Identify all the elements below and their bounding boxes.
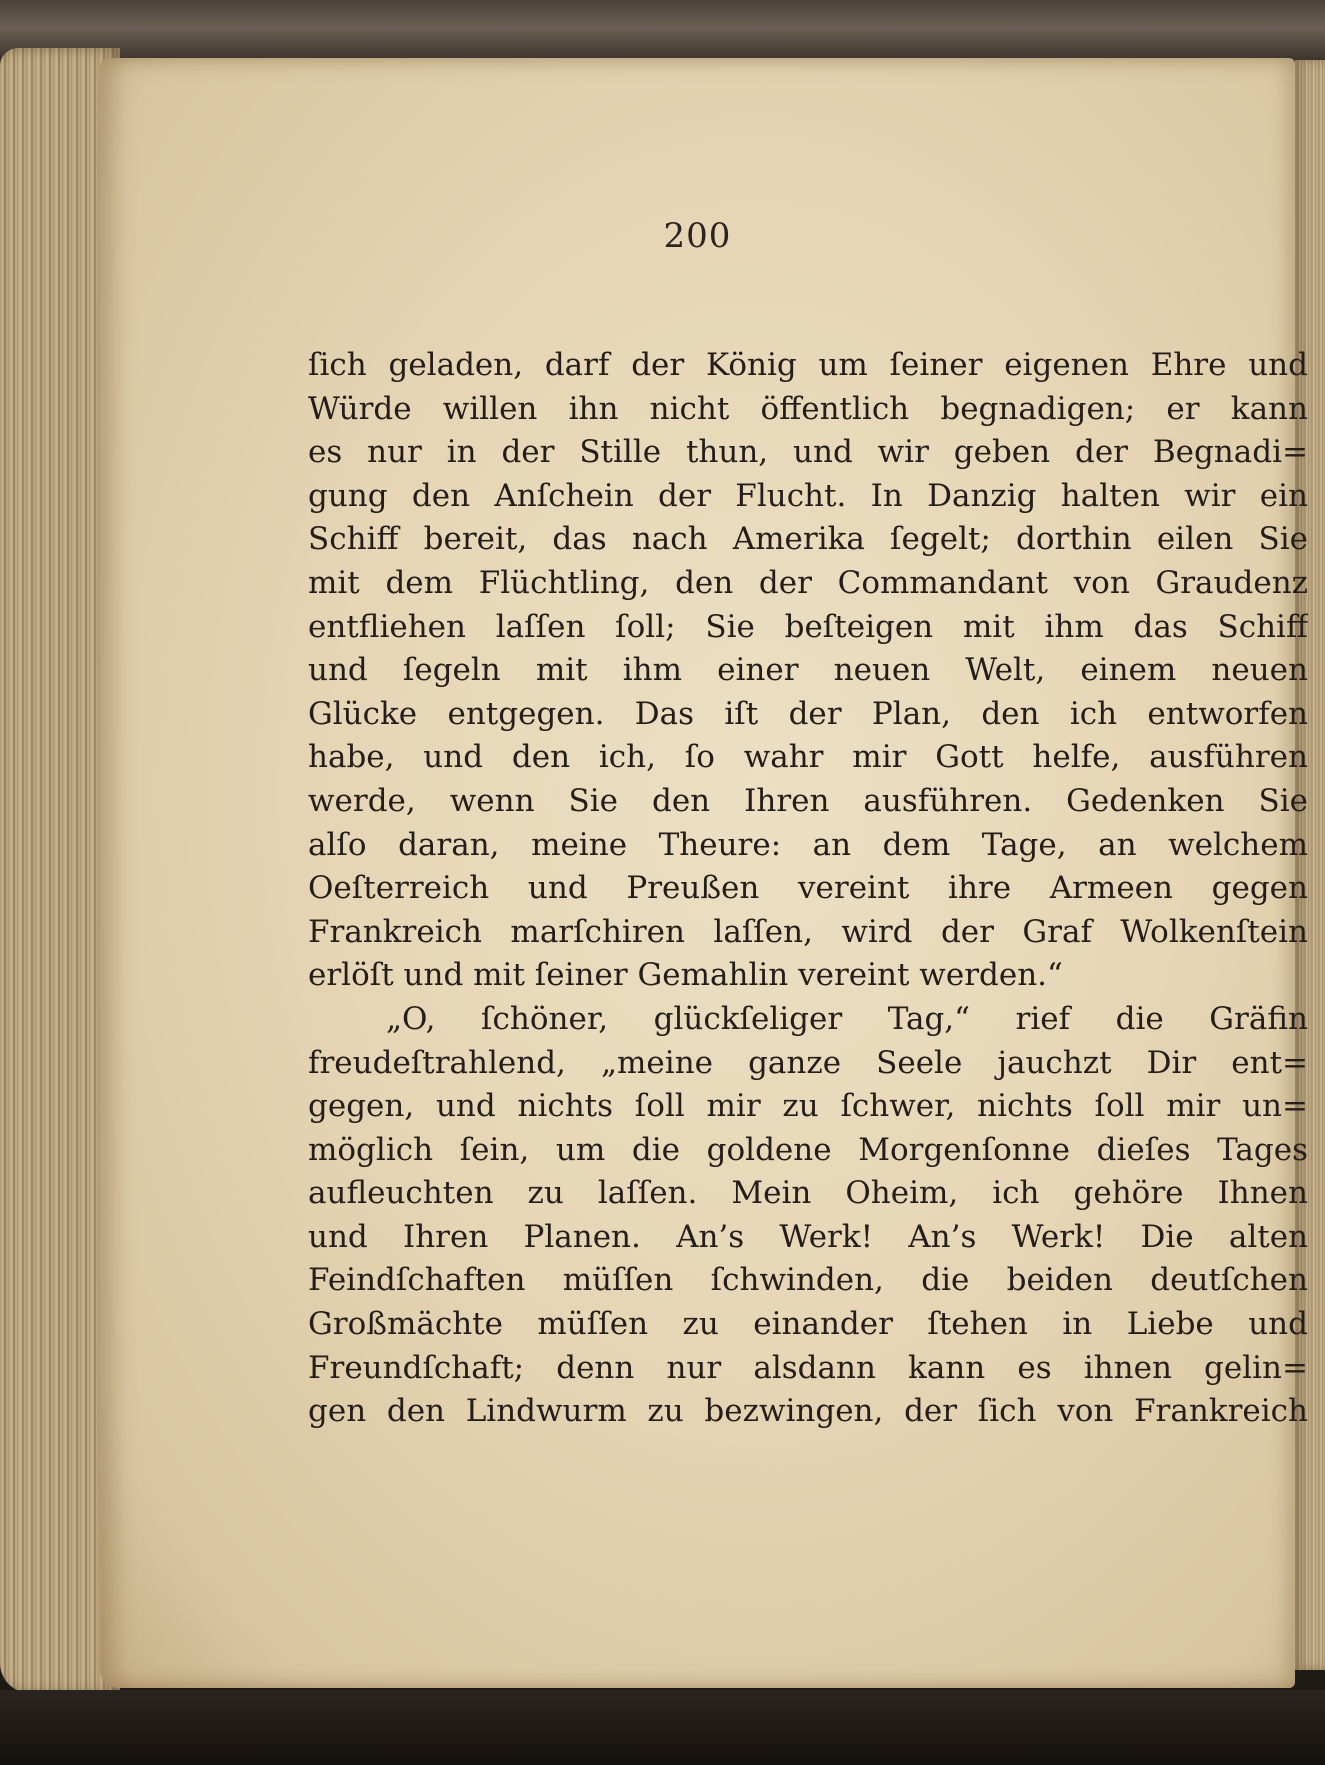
text-line: ſich geladen, darf der König um ſeiner eigenen Ehre und xyxy=(308,347,1308,383)
book-bottom-edge xyxy=(0,1690,1325,1765)
text-line: Feindſchaften müſſen ſchwinden, die beiden deutſchen xyxy=(308,1262,1308,1299)
page-number: 200 xyxy=(663,216,732,256)
text-line: Oeſterreich und Preußen vereint ihre Armeen gegen xyxy=(308,870,1308,907)
text-line: und ſegeln mit ihm einer neuen Welt, einem neuen xyxy=(308,652,1308,689)
book-page xyxy=(100,58,1308,1688)
text-line: alſo daran, meine Theure: an dem Tage, an welchem xyxy=(308,826,1308,863)
text-line: gegen, und nichts ſoll mir zu ſchwer, nichts ſoll mir un= xyxy=(308,1088,1308,1125)
text-line: Schiff bereit, das nach Amerika ſegelt; dorthin eilen Sie xyxy=(308,521,1308,558)
book-binding-top xyxy=(0,0,1325,62)
text-line: mit dem Flüchtling, den der Commandant von Graudenz xyxy=(308,564,1308,601)
text-line: freudeſtrahlend, „meine ganze Seele jauchzt Dir ent= xyxy=(308,1044,1308,1081)
text-line: es nur in der Stille thun, und wir geben der Begnadi= xyxy=(308,434,1308,471)
body-text xyxy=(308,344,1308,1434)
text-line: Frankreich marſchiren laſſen, wird der Graf Wolkenſtein xyxy=(308,913,1308,950)
text-line: habe, und den ich, ſo wahr mir Gott helfe, ausführen xyxy=(308,739,1308,776)
text-line-paragraph-start: „O, ſchöner, glückſeliger Tag,“ rief die Gräfin xyxy=(386,1000,1308,1037)
text-line: entfliehen laſſen ſoll; Sie beſteigen mit ihm das Schiff xyxy=(308,608,1308,645)
text-line: aufleuchten zu laſſen. Mein Oheim, ich gehöre Ihnen xyxy=(308,1175,1308,1212)
text-line: möglich ſein, um die goldene Morgenſonne dieſes Tages xyxy=(308,1131,1308,1168)
text-line: Großmächte müſſen zu einander ſtehen in Liebe und xyxy=(308,1306,1308,1343)
text-line: gen den Lindwurm zu bezwingen, der ſich von Frankreich xyxy=(308,1393,1308,1430)
text-line: gung den Anſchein der Flucht. In Danzig halten wir ein xyxy=(308,477,1308,514)
text-line: Würde willen ihn nicht öffentlich begnadigen; er kann xyxy=(308,390,1308,427)
text-line: Freundſchaft; denn nur alsdann kann es ihnen gelin= xyxy=(308,1349,1308,1386)
text-line: Glücke entgegen. Das iſt der Plan, den ich entworfen xyxy=(308,695,1308,732)
text-line: und Ihren Planen. An’s Werk! An’s Werk! Die alten xyxy=(308,1218,1308,1255)
text-line: werde, wenn Sie den Ihren ausführen. Gedenken Sie xyxy=(308,782,1308,819)
text-line: erlöſt und mit ſeiner Gemahlin vereint werden.“ xyxy=(308,957,1063,994)
